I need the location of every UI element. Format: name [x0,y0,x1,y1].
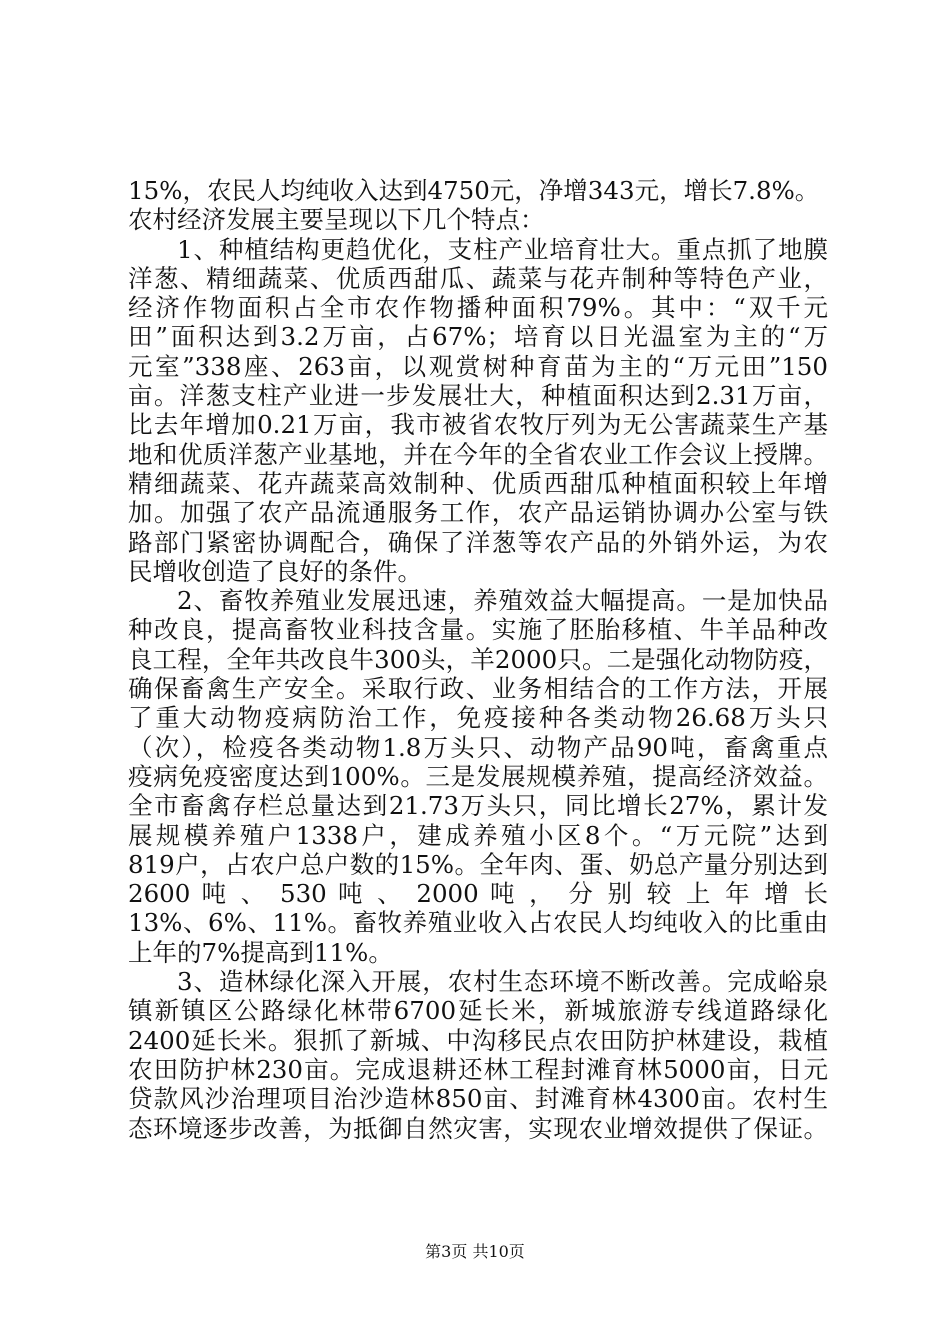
text-line: 比去年增加0.21万亩，我市被省农牧厅列为无公害蔬菜生产基 [128,410,828,440]
text-line: 13%、6%、11%。畜牧养殖业收入占农民人均纯收入的比重由 [128,908,828,938]
text-line: 2400延长米。狠抓了新城、中沟移民点农田防护林建设，栽植 [128,1025,828,1055]
text-line: 元室”338座、263亩，以观赏树种育苗为主的“万元田”150 [128,351,828,381]
text-line: 亩。洋葱支柱产业进一步发展壮大，种植面积达到2.31万亩， [128,381,828,411]
text-line: 上年的7%提高到11%。 [128,937,393,967]
text-line: 精细蔬菜、花卉蔬菜高效制种、优质西甜瓜种植面积较上年增 [128,468,828,498]
text-line: 贷款风沙治理项目治沙造林850亩、封滩育林4300亩。农村生 [128,1084,828,1114]
text-line: 农村经济发展主要呈现以下几个特点： [128,205,545,235]
text-line: 3、造林绿化深入开展，农村生态环境不断改善。完成峪泉 [177,967,828,997]
text-line: 田”面积达到3.2万亩，占67%；培育以日光温室为主的“万 [128,322,828,352]
text-line: 经济作物面积占全市农作物播种面积79%。其中：“双千元 [128,293,828,323]
text-line: 态环境逐步改善，为抵御自然灾害，实现农业增效提供了保证。 [128,1113,828,1143]
text-line: （次），检疫各类动物1.8万头只、动物产品90吨，畜禽重点 [128,732,828,762]
text-line: 展规模养殖户1338户，建成养殖小区8个。“万元院”达到 [128,820,828,850]
text-line: 农田防护林230亩。完成退耕还林工程封滩育林5000亩，日元 [128,1054,828,1084]
text-line: 全市畜禽存栏总量达到21.73万头只，同比增长27%，累计发 [128,791,828,821]
text-line: 1、种植结构更趋优化，支柱产业培育壮大。重点抓了地膜 [177,234,828,264]
text-line: 种改良，提高畜牧业科技含量。实施了胚胎移植、牛羊品种改 [128,615,828,645]
text-line: 加。加强了农产品流通服务工作，农产品运销协调办公室与铁 [128,498,828,528]
text-line: 民增收创造了良好的条件。 [128,556,422,586]
text-line: 了重大动物疫病防治工作，免疫接种各类动物26.68万头只 [128,703,828,733]
text-line: 地和优质洋葱产业基地，并在今年的全省农业工作会议上授牌。 [128,439,828,469]
text-line: 良工程，全年共改良牛300头，羊2000只。二是强化动物防疫， [128,644,828,674]
text-line: 疫病免疫密度达到100%。三是发展规模养殖，提高经济效益。 [128,761,828,791]
page-number-footer: 第3页 共10页 [425,1242,525,1261]
text-line: 路部门紧密协调配合，确保了洋葱等农产品的外销外运，为农 [128,527,828,557]
text-line: 2600 吨 、 530 吨 、 2000 吨 ， 分 别 较 上 年 增 长 [128,879,828,909]
text-line: 洋葱、精细蔬菜、优质西甜瓜、蔬菜与花卉制种等特色产业， [128,263,828,293]
text-line: 15%，农民人均纯收入达到4750元，净增343元，增长7.8%。 [128,176,820,205]
text-line: 确保畜禽生产安全。采取行政、业务相结合的工作方法，开展 [128,674,828,704]
body-text [128,176,828,1143]
text-line: 2、畜牧养殖业发展迅速，养殖效益大幅提高。一是加快品 [177,586,828,616]
text-line: 镇新镇区公路绿化林带6700延长米，新城旅游专线道路绿化 [128,996,828,1026]
text-line: 819户，占农户总户数的15%。全年肉、蛋、奶总产量分别达到 [128,849,828,879]
